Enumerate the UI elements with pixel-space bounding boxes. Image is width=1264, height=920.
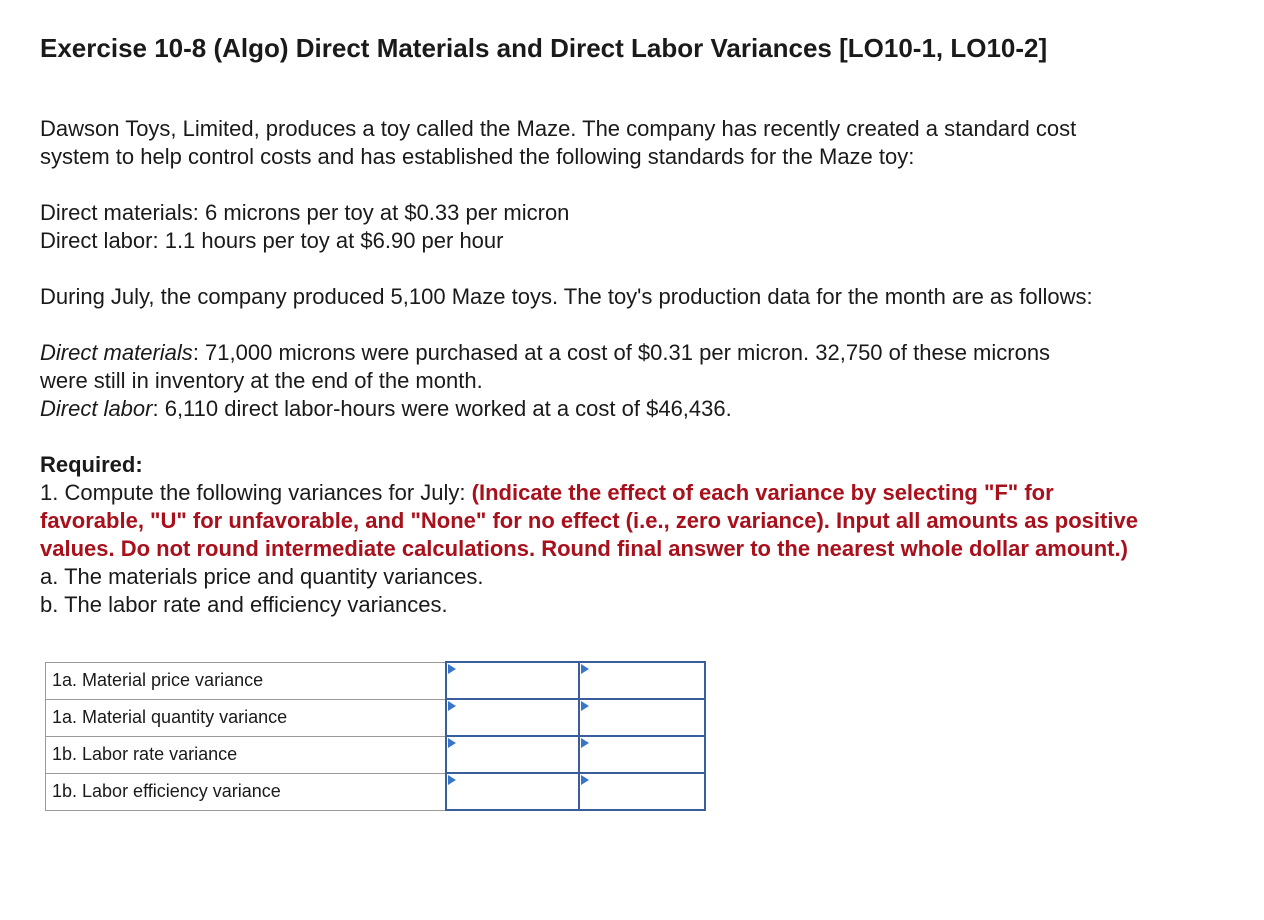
input-marker-icon: [581, 664, 589, 674]
input-marker-icon: [448, 775, 456, 785]
labor-efficiency-effect-input[interactable]: [580, 775, 704, 808]
labor-efficiency-amount-cell: [446, 773, 579, 810]
actual-labor-label: Direct labor: [40, 396, 153, 421]
intro-paragraph: [40, 115, 1250, 171]
row-label-labor-efficiency: 1b. Labor efficiency variance: [46, 773, 446, 810]
actual-materials-label: Direct materials: [40, 340, 193, 365]
required-heading: Required:: [40, 452, 143, 477]
actual-labor-text: : 6,110 direct labor-hours were worked at a cost of $46,436.: [152, 396, 732, 421]
table-row: [46, 736, 705, 773]
labor-rate-amount-input[interactable]: [447, 738, 578, 771]
input-marker-icon: [581, 738, 589, 748]
material-price-amount-cell: [446, 662, 579, 699]
labor-rate-effect-cell: [579, 736, 705, 773]
standard-materials: Direct materials: 6 microns per toy at $0.33 per micron: [40, 200, 570, 225]
instruction-line-2: favorable, "U" for unfavorable, and "None" for no effect (i.e., zero variance). Input all amounts as positive: [40, 508, 1138, 533]
intro-line-2: system to help control costs and has established the following standards for the Maze toy:: [40, 144, 915, 169]
standard-labor: Direct labor: 1.1 hours per toy at $6.90 per hour: [40, 228, 504, 253]
material-price-amount-input[interactable]: [447, 664, 578, 697]
labor-rate-effect-input[interactable]: [580, 738, 704, 771]
material-price-effect-cell: [579, 662, 705, 699]
row-label-material-quantity: 1a. Material quantity variance: [46, 699, 446, 736]
material-quantity-amount-cell: [446, 699, 579, 736]
actual-materials-line-2: were still in inventory at the end of the month.: [40, 368, 483, 393]
input-marker-icon: [448, 664, 456, 674]
instruction-line-3: values. Do not round intermediate calculations. Round final answer to the nearest whole dollar amount.): [40, 536, 1128, 561]
labor-efficiency-amount-input[interactable]: [447, 775, 578, 808]
required-question-1: [40, 479, 1250, 507]
actual-materials-line-1: [40, 339, 1250, 367]
part-a-text: a. The materials price and quantity variances.: [40, 564, 484, 589]
variance-answer-table: [45, 661, 706, 811]
question-1-prefix: 1. Compute the following variances for July:: [40, 480, 472, 505]
instruction-line-1: (Indicate the effect of each variance by selecting "F" for: [471, 480, 1054, 505]
input-marker-icon: [581, 775, 589, 785]
labor-efficiency-effect-cell: [579, 773, 705, 810]
table-row: [46, 662, 705, 699]
actual-labor-line: [40, 395, 1250, 423]
production-text: During July, the company produced 5,100 Maze toys. The toy's production data for the month are as follows:: [40, 284, 1093, 309]
input-marker-icon: [581, 701, 589, 711]
page-title: Exercise 10-8 (Algo) Direct Materials and Direct Labor Variances [LO10-1, LO10-2]: [40, 33, 1048, 63]
input-marker-icon: [448, 738, 456, 748]
actual-data-paragraph: [40, 339, 1250, 423]
material-quantity-effect-input[interactable]: [580, 701, 704, 734]
labor-rate-amount-cell: [446, 736, 579, 773]
material-quantity-effect-cell: [579, 699, 705, 736]
material-price-effect-input[interactable]: [580, 664, 704, 697]
required-section: [40, 451, 1250, 619]
row-label-material-price: 1a. Material price variance: [46, 662, 446, 699]
material-quantity-amount-input[interactable]: [447, 701, 578, 734]
intro-line-1: Dawson Toys, Limited, produces a toy called the Maze. The company has recently created a standard cost: [40, 116, 1077, 141]
standards-paragraph: [40, 199, 1250, 255]
part-b-text: b. The labor rate and efficiency variances.: [40, 592, 448, 617]
input-marker-icon: [448, 701, 456, 711]
table-row: [46, 699, 705, 736]
production-paragraph: [40, 283, 1250, 311]
row-label-labor-rate: 1b. Labor rate variance: [46, 736, 446, 773]
table-row: [46, 773, 705, 810]
actual-materials-text: : 71,000 microns were purchased at a cost of $0.31 per micron. 32,750 of these microns: [192, 340, 1051, 365]
